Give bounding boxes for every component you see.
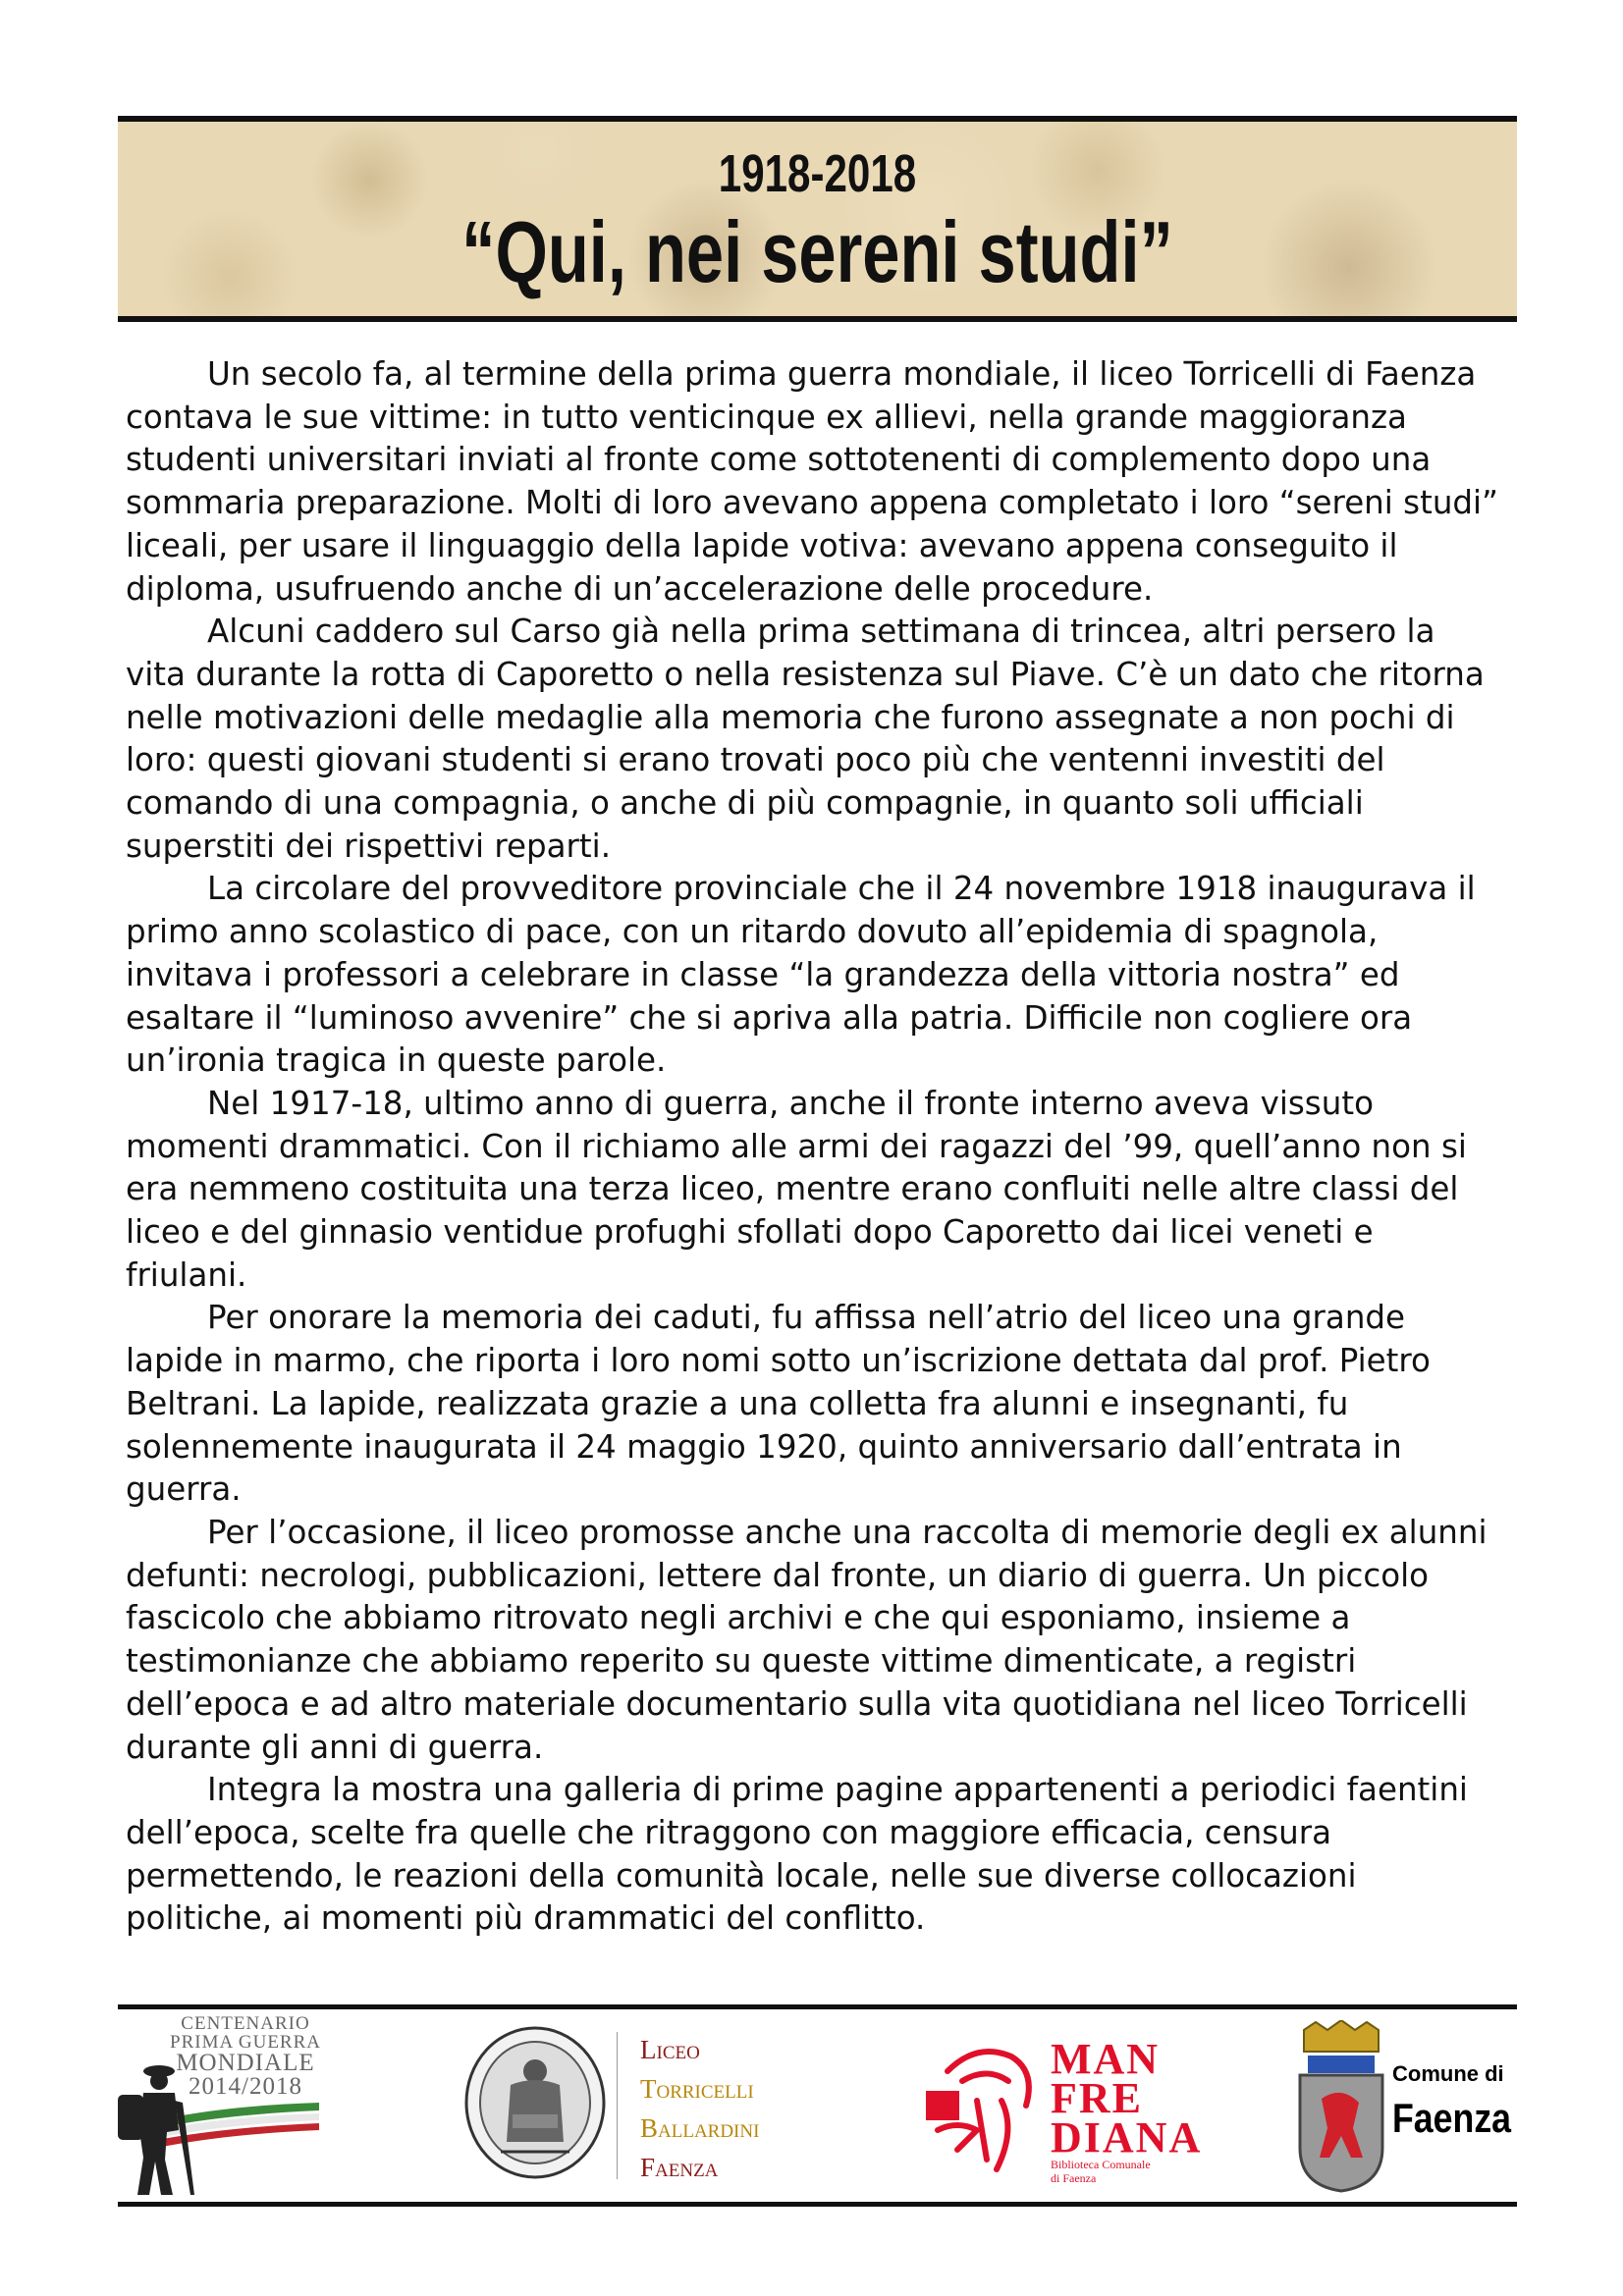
page-title: “Qui, nei sereni studi” [461, 203, 1173, 300]
liceo-name: Liceo Torricelli Ballardini Faenza [640, 2035, 760, 2182]
paragraph-1: Un secolo fa, al termine della prima guerra mondiale, il liceo Torricelli di Faenza contava le sue vittime: in tutto venticinque ex allievi, nella grande maggioranza studenti universitari inviati al fronte come sottotenenti di complemento dopo una sommaria preparazione. Molti di loro avevano appena completato i loro “sereni studi” liceali, per usare il linguaggio della lapide votiva: avevano appena conseguito il diploma, usufruendo anche di un’accelerazione delle procedure. [126, 355, 1498, 608]
liceo-divider [617, 2032, 618, 2179]
liceo-seal-logo [461, 2024, 609, 2181]
paragraph-4: Nel 1917-18, ultimo anno di guerra, anche il fronte interno aveva vissuto momenti drammatici. Con il richiamo alle armi dei ragazzi del ’99, quell’anno non si era nemmeno costituita una terza liceo, mentre erano confluiti nelle altre classi del liceo e del ginnasio ventidue profughi sfollati dopo Caporetto dai licei veneti e friulani. [126, 1084, 1467, 1294]
liceo-seal-icon [461, 2024, 609, 2181]
paragraph-5: Per onorare la memoria dei caduti, fu affissa nell’atrio del liceo una grande lapide in marmo, che riporta i loro nomi sotto un’iscrizione dettata dal prof. Pietro Beltrani. La lapide, realizzata grazie a una colletta fra alunni e insegnanti, fu solennemente inaugurata il 24 maggio 1920, quinto anniversario dall’entrata in guerra. [126, 1299, 1431, 1509]
header-banner [118, 116, 1517, 322]
manfrediana-name: MAN FRE DIANA Biblioteca Comunale di Faenza [1051, 2035, 1203, 2185]
header-years: 1918-2018 [718, 144, 917, 203]
coat-of-arms-icon [1294, 2020, 1388, 2193]
footer-rule-bottom [118, 2202, 1517, 2207]
paragraph-7: Integra la mostra una galleria di prime pagine appartenenti a periodici faentini dell’epoca, scelte fra quelle che ritraggono con maggiore efficacia, censura permettendo, le reazioni della comunità locale, nelle sue diverse collocazioni politiche, ai momenti più drammatici del conflitto. [126, 1771, 1468, 1938]
paragraph-6: Per l’occasione, il liceo promosse anche una raccolta di memorie degli ex alunni defunti: necrologi, pubblicazioni, lettere dal fronte, un diario di guerra. Un piccolo fascicolo che abbiamo ritrovato negli archivi e che qui esponiamo, insieme a testimonianze che abbiamo reperito su queste vittime dimenticate, a registri dell’epoca e ad altro materiale documentario sulla vita quotidiana nel liceo Torricelli durante gli anni di guerra. [126, 1513, 1488, 1766]
manfrediana-emblem [918, 2032, 1055, 2179]
footer-rule-top [118, 2004, 1517, 2009]
article-body [126, 353, 1500, 1941]
comune-name: Comune di Faenza [1392, 2061, 1512, 2141]
centenario-logo [118, 2012, 324, 2199]
paragraph-2: Alcuni caddero sul Carso già nella prima settimana di trincea, altri persero la vita durante la rotta di Caporetto o nella resistenza sul Piave. C’è un dato che ritorna nelle motivazioni delle medaglie alla memoria che furono assegnate a non pochi di loro: questi giovani studenti si erano trovati poco più che ventenni investiti del comando di una compagnia, o anche di più compagnie, in quanto soli ufficiali superstiti dei rispettivi reparti. [126, 613, 1485, 865]
centenario-text: CENTENARIO PRIMA GUERRA MONDIALE 2014/2018 [170, 2013, 321, 2100]
manfrediana-horse-icon [918, 2032, 1055, 2179]
faenza-coat-of-arms [1294, 2020, 1388, 2193]
paragraph-3: La circolare del provveditore provinciale che il 24 novembre 1918 inaugurava il primo anno scolastico di pace, con un ritardo dovuto all’epidemia di spagnola, invitava i professori a celebrare in classe “la grandezza della vittoria nostra” ed esaltare il “luminoso avvenire” che si apriva alla patria. Difficile non cogliere ora un’ironia tragica in queste parole. [126, 870, 1476, 1080]
